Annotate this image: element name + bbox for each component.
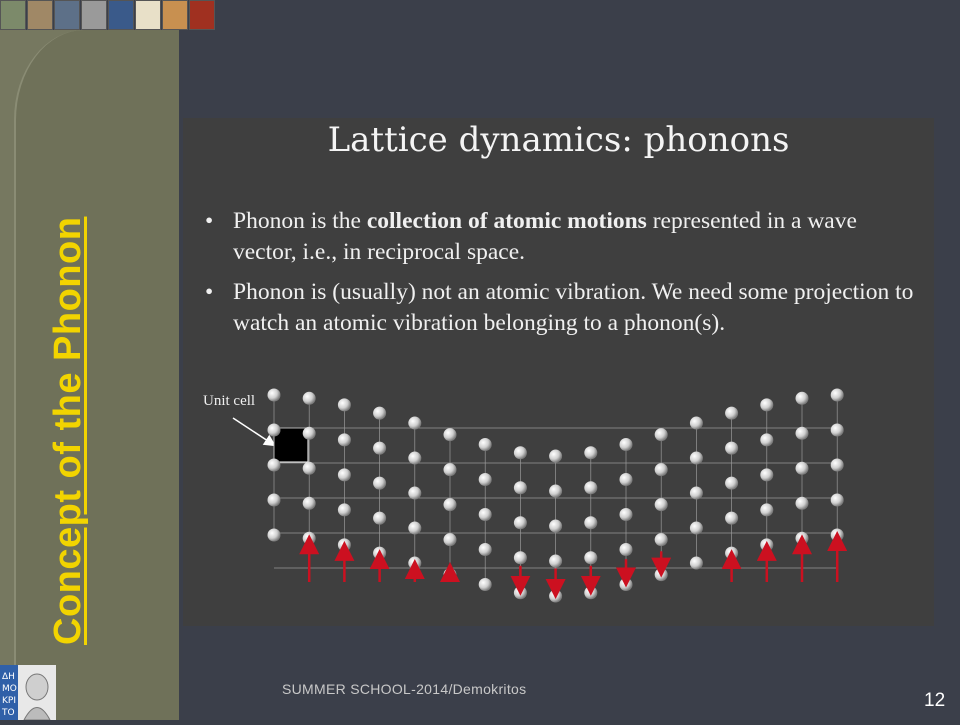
- atom: [338, 433, 351, 446]
- bullet-dot-icon: •: [205, 208, 214, 234]
- atom: [408, 557, 421, 570]
- atom: [620, 438, 633, 451]
- atom: [655, 428, 668, 441]
- atom: [268, 424, 281, 437]
- atom: [514, 586, 527, 599]
- thumbnail-strip: [0, 0, 216, 30]
- atom: [584, 446, 597, 459]
- atom: [444, 428, 457, 441]
- atom: [690, 487, 703, 500]
- atom: [620, 543, 633, 556]
- atom: [408, 522, 421, 535]
- atom: [549, 520, 562, 533]
- atom: [760, 433, 773, 446]
- atom: [444, 533, 457, 546]
- atom: [303, 532, 316, 545]
- svg-text:ΔΗ: ΔΗ: [2, 672, 15, 682]
- atom: [268, 459, 281, 472]
- atom: [268, 529, 281, 542]
- bullet-text-start: Phonon is the: [233, 208, 367, 234]
- thumbnail-image: [162, 0, 188, 30]
- atom: [338, 503, 351, 516]
- svg-text:ΜΟ: ΜΟ: [2, 684, 17, 694]
- atom: [584, 586, 597, 599]
- atom: [796, 462, 809, 475]
- unit-cell-pointer: [233, 418, 271, 443]
- atom: [690, 417, 703, 430]
- atom: [760, 398, 773, 411]
- atom: [725, 512, 738, 525]
- atom: [584, 551, 597, 564]
- atom: [655, 533, 668, 546]
- atom: [444, 498, 457, 511]
- atom: [408, 417, 421, 430]
- atom: [796, 532, 809, 545]
- atom: [655, 568, 668, 581]
- bullet-text-bold: collection of atomic motions: [366, 208, 647, 234]
- bullet-text-end: represented in a wave vector, i.e., in reciprocal space.: [233, 208, 857, 265]
- atom: [831, 459, 844, 472]
- atom: [303, 497, 316, 510]
- atom: [620, 508, 633, 521]
- atom: [479, 438, 492, 451]
- atom: [373, 407, 386, 420]
- atom: [373, 442, 386, 455]
- atom: [373, 547, 386, 560]
- atom: [549, 590, 562, 603]
- atom: [479, 473, 492, 486]
- atom: [303, 392, 316, 405]
- atom: [514, 551, 527, 564]
- content-panel: [183, 118, 934, 626]
- atom: [655, 463, 668, 476]
- thumbnail-image: [108, 0, 134, 30]
- institution-logo: [0, 665, 56, 720]
- atom: [479, 578, 492, 591]
- slide-heading: Lattice dynamics: phonons: [327, 120, 790, 160]
- bullet-dot-icon: •: [205, 279, 214, 305]
- atom: [514, 516, 527, 529]
- atom: [725, 477, 738, 490]
- bullet-text: Phonon is (usually) not an atomic vibration. We need some projection to watch an atomic vibration belonging to a phonon(s).: [233, 279, 914, 336]
- atom: [514, 446, 527, 459]
- atom: [725, 547, 738, 560]
- section-title: Concept of the Phonon: [47, 216, 89, 645]
- thumbnail-image: [189, 0, 215, 30]
- atom: [796, 497, 809, 510]
- atom: [338, 538, 351, 551]
- atom: [514, 481, 527, 494]
- atom: [549, 485, 562, 498]
- atom: [303, 462, 316, 475]
- atom: [268, 389, 281, 402]
- svg-text:ΤΟ: ΤΟ: [2, 708, 15, 718]
- atom: [725, 442, 738, 455]
- thumbnail-image: [81, 0, 107, 30]
- phonon-lattice-diagram: [183, 118, 934, 626]
- atom: [303, 427, 316, 440]
- atom: [584, 516, 597, 529]
- atom: [268, 494, 281, 507]
- atom: [655, 498, 668, 511]
- atom: [796, 427, 809, 440]
- atom: [584, 481, 597, 494]
- atom: [444, 463, 457, 476]
- atom: [760, 503, 773, 516]
- footer-text: SUMMER SCHOOL-2014/Demokritos: [282, 681, 527, 697]
- unit-cell-label: Unit cell: [203, 393, 256, 409]
- atom: [690, 452, 703, 465]
- atom: [690, 522, 703, 535]
- thumbnail-image: [135, 0, 161, 30]
- thumbnail-image: [0, 0, 26, 30]
- thumbnail-image: [27, 0, 53, 30]
- thumbnail-image: [54, 0, 80, 30]
- atom: [831, 389, 844, 402]
- atom: [690, 557, 703, 570]
- atom: [760, 468, 773, 481]
- atom: [831, 424, 844, 437]
- atom: [338, 468, 351, 481]
- atom: [760, 538, 773, 551]
- atom: [338, 398, 351, 411]
- atom: [831, 494, 844, 507]
- atom: [796, 392, 809, 405]
- atom: [373, 512, 386, 525]
- logo-icon: [0, 665, 56, 720]
- atom: [373, 477, 386, 490]
- atom: [479, 543, 492, 556]
- displacement-arrows: [309, 541, 837, 589]
- atom: [620, 578, 633, 591]
- svg-text:ΚΡΙ: ΚΡΙ: [2, 696, 16, 706]
- atom: [408, 487, 421, 500]
- page-number: 12: [924, 690, 946, 711]
- atom: [831, 529, 844, 542]
- atom: [725, 407, 738, 420]
- atom: [479, 508, 492, 521]
- atom: [620, 473, 633, 486]
- atom: [549, 450, 562, 463]
- atom: [549, 555, 562, 568]
- atom: [408, 452, 421, 465]
